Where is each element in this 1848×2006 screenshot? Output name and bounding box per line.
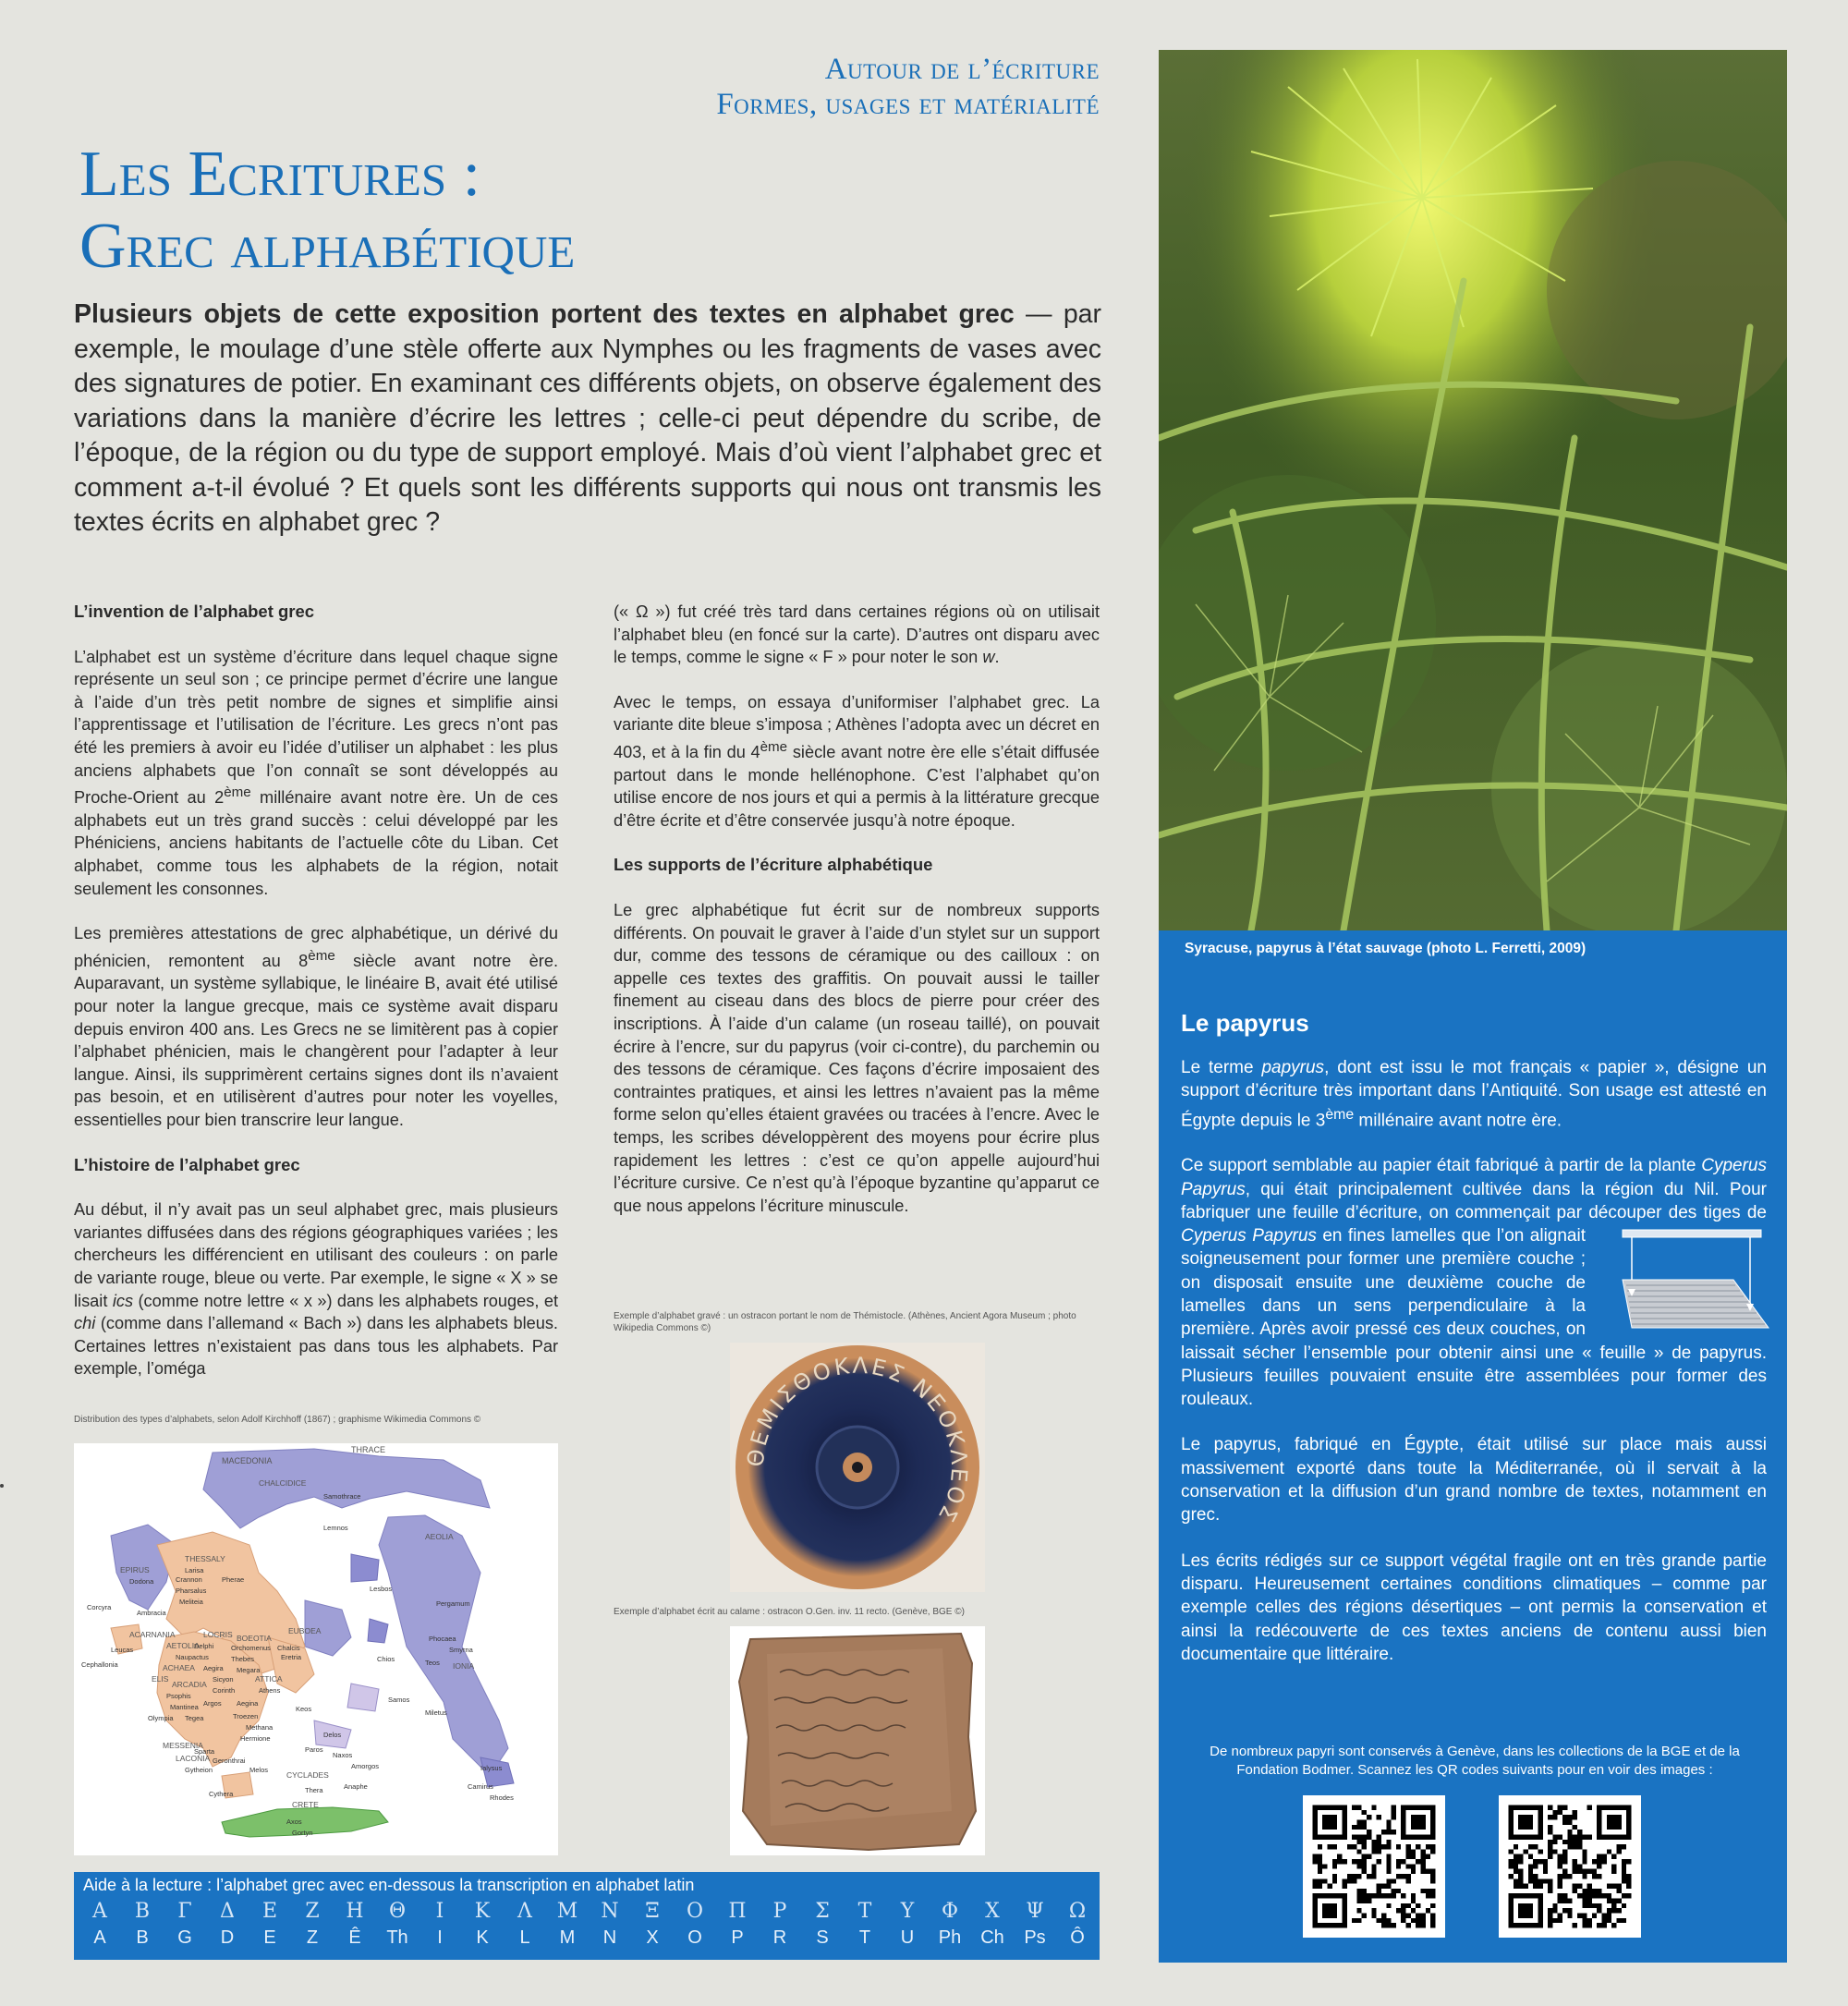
svg-text:Sparta: Sparta [194,1747,215,1756]
page-title [79,139,1096,283]
latin-letter-17: S [816,1927,829,1948]
greek-letter-0: Α [92,1900,107,1923]
svg-text:EPIRUS: EPIRUS [120,1565,150,1574]
greek-letter-7: Θ [388,1900,407,1923]
heading-invention: L’invention de l’alphabet grec [74,602,315,621]
svg-text:IONIA: IONIA [453,1661,475,1671]
svg-text:Samos: Samos [388,1696,410,1704]
svg-text:Gortyn: Gortyn [292,1829,313,1837]
margin-dot [0,1484,4,1488]
svg-text:Camirus: Camirus [468,1782,493,1791]
ostracon-themistocles-photo [730,1343,985,1592]
svg-text:Miletus: Miletus [425,1708,447,1717]
svg-text:Delphi: Delphi [194,1642,214,1650]
latin-letter-15: P [731,1927,744,1948]
papyrus-body [1181,1056,1767,1688]
latin-letter-21: Ch [980,1927,1004,1948]
svg-text:Hermione: Hermione [240,1734,271,1743]
qr-code-bge[interactable] [1303,1795,1445,1938]
svg-text:Teos: Teos [425,1659,440,1667]
paragraph-supports: Le grec alphabétique fut écrit sur de nombreux supports différents. On pouvait le graver à l’aide d’un stylet sur un support dur, comme des tessons de céramique ou des cailloux : on appelle ces textes des graffitis. On pouvait aussi le tailler finement au ciseau dans des blocs de pierre pour créer des inscriptions. À l’aide d’un calame (un roseau taillé), on pouvait écrire à l’encre, sur du papyrus (voir ci-contre), du parchemin ou des tessons de céramique. Ces façons d’écrire imposaient des contraintes pratiques, et ainsi les lettres n’avaient pas la même forme selon qu’elles étaient gravées ou tracées à l’encre. Avec le temps, les scribes développèrent des moyens pour écrire plus rapidement les lettres : c’est ce qu’on appelle aujourd’hui l’écriture cursive. Ce n’est qu’à l’époque byzantine qu’apparut ce que nous appelons l’écriture minuscule. [614,901,1100,1215]
svg-text:MACEDONIA: MACEDONIA [222,1456,273,1465]
svg-text:Cephallonia: Cephallonia [81,1660,118,1669]
kicker-line-2: Formes, usages et matérialité [716,88,1100,121]
svg-text:MESSENIA: MESSENIA [163,1741,203,1750]
svg-text:Psophis: Psophis [166,1692,191,1700]
greek-letter-17: Σ [815,1900,830,1923]
svg-text:LOCRIS: LOCRIS [203,1630,233,1639]
svg-text:THESSALY: THESSALY [185,1554,225,1563]
greek-letter-6: Η [346,1900,364,1923]
svg-text:Thebes: Thebes [231,1655,255,1663]
greek-letter-15: Π [728,1900,747,1923]
papyrus-paragraph-1: Le terme papyrus, dont est issu le mot français « papier », désigne un support d’écriture très important dans l’Antiquité. Son usage est attesté en Égypte depuis le 3ème millénaire avant notre ère. [1181,1058,1767,1130]
papyrus-heading: Le papyrus [1181,1009,1309,1037]
svg-text:Amorgos: Amorgos [351,1762,380,1770]
svg-text:Orchomenus: Orchomenus [231,1644,271,1652]
latin-letter-20: Ph [938,1927,962,1948]
svg-text:BOEOTIA: BOEOTIA [237,1634,272,1643]
qr-code-2-svg [1499,1795,1641,1938]
svg-text:Megara: Megara [237,1666,261,1674]
svg-text:Rhodes: Rhodes [490,1793,514,1802]
papyrus-paragraph-4: Les écrits rédigés sur ce support végétal fragile ont en très grande partie disparu. Heureusement certaines conditions climatiques – comme par exemple celles des régions désertiques – ont permis la conservation et ainsi la redécouverte de ces textes anciens de contenu aussi bien documentaire que littéraire. [1181,1550,1767,1664]
svg-text:Lesbos: Lesbos [370,1585,393,1593]
papyrus-diagram-svg [1595,1224,1770,1333]
svg-text:Ialysus: Ialysus [480,1764,503,1772]
latin-letter-22: Ps [1024,1927,1046,1948]
latin-letter-7: Th [386,1927,408,1948]
series-kicker [591,52,1100,122]
greek-letter-19: Υ [900,1900,915,1923]
papyrus-paragraph-2: Ce support semblable au papier était fabriqué à partir de la plante Cyperus Papyrus, qui était principalement cultivée dans la région du Nil. Pour fabriquer une feuille d’écriture, on commençait par découper des tiges de Cyperus Papyrus en fines lamelles que l’on alignait soigneusement pour former une première couche ; on disposait ensuite une deuxième couche de lamelles dans un sens perpendiculaire à la première. Après avoir pressé ces deux couches, on laissait sécher l’ensemble pour obtenir ainsi une « feuille » de papyrus. Plusieurs feuilles pouvaient ensuite être assemblées pour former des rouleaux. [1181,1154,1767,1411]
svg-text:CRETE: CRETE [292,1800,319,1809]
svg-text:Pergamum: Pergamum [436,1599,470,1608]
latin-letter-2: G [177,1927,192,1948]
greek-letter-21: Χ [985,1900,1000,1923]
svg-text:Pharsalus: Pharsalus [176,1587,207,1595]
papyrus-layers-diagram [1595,1224,1770,1333]
svg-text:Lemnos: Lemnos [323,1524,348,1532]
svg-text:Ambracia: Ambracia [137,1609,166,1617]
svg-text:AEOLIA: AEOLIA [425,1532,454,1541]
svg-text:Sicyon: Sicyon [213,1675,234,1684]
ostracon1-caption: Exemple d’alphabet gravé : un ostracon portant le nom de Thémistocle. (Athènes, Ancient Agora Museum ; photo Wikipedia Commons ©) [614,1311,1076,1333]
qr-note: De nombreux papyri sont conservés à Genève, dans les collections de la BGE et de la Fondation Bodmer. Scannez les QR codes suivants pour en voir des images : [1210,1744,1740,1778]
svg-text:THRACE: THRACE [351,1445,386,1454]
qr-code-bodmer[interactable] [1499,1795,1641,1938]
photo-caption: Syracuse, papyrus à l’état sauvage (photo L. Ferretti, 2009) [1185,941,1587,956]
svg-text:Geronthrai: Geronthrai [213,1757,246,1765]
text-column-left [74,601,558,1380]
svg-text:Anaphe: Anaphe [344,1782,368,1791]
intro-paragraph [74,298,1101,541]
svg-text:Crannon: Crannon [176,1575,202,1584]
paragraph-first-attestations: Les premières attestations de grec alphabétique, un dérivé du phénicien, remontent au 8ème siècle avant notre ère. Auparavant, un système syllabique, le linéaire B, avait été utilisé pour noter la langue grecque, mais ce système avait disparu depuis environ 400 ans. Les Grecs ne se limitèrent pas à copier l’alphabet phénicien, mais le changèrent pour l’adapter à leur langue. Ainsi, ils supprimèrent certains signes dont ils n’avaient pas besoin, et en utilisèrent d’autres pour noter les voyelles, essentielles pour bien transcrire leur langue. [74,924,559,1129]
latin-letter-8: I [437,1927,443,1948]
svg-text:Aegira: Aegira [203,1664,224,1672]
ostracon1-inscription: ΘΕΜΙΣΘΟΚΛΕΣ ΝΕΟΚΛΕΟΣ [742,1352,973,1528]
paragraph-omega: (« Ω ») fut créé très tard dans certaines régions où on utilisait l’alphabet bleu (en foncé sur la carte). D’autres ont disparu avec le temps, comme le signe « F » pour noter le son w. [614,602,1100,667]
greek-letter-20: Φ [941,1900,959,1923]
svg-text:Chios: Chios [377,1655,395,1663]
greek-letter-22: Ψ [1026,1900,1044,1923]
svg-text:AETOLIA: AETOLIA [166,1641,200,1650]
svg-text:Axos: Axos [286,1818,302,1826]
latin-letter-1: B [136,1927,149,1948]
svg-text:Naupactus: Naupactus [176,1653,209,1661]
svg-text:Leucas: Leucas [111,1646,134,1654]
svg-text:Samothrace: Samothrace [323,1492,361,1501]
greek-letter-1: Β [134,1900,151,1923]
latin-letter-23: Ô [1070,1927,1085,1948]
text-column-middle [614,601,1100,1217]
greek-letter-2: Γ [177,1900,192,1923]
svg-text:Tegea: Tegea [185,1714,204,1722]
latin-letter-11: M [559,1927,576,1948]
greek-letter-3: Δ [220,1900,235,1923]
papyrus-photo-svg [1159,50,1787,930]
svg-text:Keos: Keos [296,1705,312,1713]
svg-text:Corcyra: Corcyra [87,1603,112,1611]
greek-letter-8: Ι [435,1900,444,1923]
svg-text:Meliteia: Meliteia [179,1598,203,1606]
svg-text:Methana: Methana [246,1723,274,1732]
svg-text:LACONIA: LACONIA [176,1754,211,1763]
svg-text:ELIS: ELIS [152,1674,169,1684]
svg-text:Chalcis: Chalcis [277,1644,300,1652]
latin-letter-13: X [646,1927,659,1948]
greek-letter-23: Ω [1068,1900,1087,1923]
latin-letter-14: O [687,1927,702,1948]
svg-text:Athens: Athens [259,1686,281,1695]
greek-letters-row [74,1900,1100,1923]
heading-supports: Les supports de l’écriture alphabétique [614,855,933,875]
svg-text:Naxos: Naxos [333,1751,353,1759]
svg-text:CHALCIDICE: CHALCIDICE [259,1478,307,1488]
kicker-line-1: Autour de l’écriture [824,53,1100,86]
latin-letters-row [74,1927,1100,1949]
svg-text:Corinth: Corinth [213,1686,236,1695]
title-line-2: Grec alphabétique [79,211,576,282]
svg-text:EUBOEA: EUBOEA [288,1626,322,1635]
svg-text:Thera: Thera [305,1786,323,1794]
svg-text:Phocaea: Phocaea [429,1635,456,1643]
svg-text:ATTICA: ATTICA [255,1674,283,1684]
svg-text:Aegina: Aegina [237,1699,259,1708]
svg-text:Cythera: Cythera [209,1790,234,1798]
qr-code-1-svg [1303,1795,1445,1938]
paragraph-uniformisation: Avec le temps, on essaya d’uniformiser l’alphabet grec. La variante dite bleue s’imposa ; Athènes l’adopta avec un décret en 403, et à la fin du 4ème siècle avant notre ère elle s’était diffusée partout dans le monde hellénophone. C’est l’alphabet qu’on utilise encore de nos jours et qui a permis à la littérature grecque d’être écrite et d’être conservée jusqu’à notre époque. [614,692,1100,830]
alphabet-distribution-map [74,1443,558,1855]
svg-text:Argos: Argos [203,1699,222,1708]
svg-text:Melos: Melos [249,1766,269,1774]
svg-text:Delos: Delos [323,1731,342,1739]
svg-text:Troezen: Troezen [233,1712,259,1720]
papyrus-plant-photo [1159,50,1787,930]
svg-text:Dodona: Dodona [129,1577,154,1586]
svg-text:Mantinea: Mantinea [170,1703,199,1711]
ostracon1-svg [730,1343,985,1592]
latin-letter-4: E [263,1927,276,1948]
intro-rest: — par exemple, le moulage d’une stèle offerte aux Nymphes ou les fragments de vases avec des signatures de potier. En examinant ces différents objets, on observe également des variations dans la manière d’écrire les lettres ; celle-ci peut dépendre du scribe, de l’époque, de la région ou du type de support employé. Mais d’où vient l’alphabet grec et comment a-t-il évolué ? Et quels sont les différents supports qui nous ont transmis les textes écrits en alphabet grec ? [74,299,1102,537]
alphabet-reading-aid [74,1872,1100,1960]
paragraph-variants: Au début, il n’y avait pas un seul alphabet grec, mais plusieurs variantes diffusées dans des régions géographiques variées ; les chercheurs les différencient en utilisant des couleurs : on parle de variante rouge, bleue ou verte. Par exemple, le signe « X » se lisait ics (comme notre lettre « x ») dans les alphabets rouges, et chi (comme dans l’allemand « Bach ») dans les alphabets bleus. Certaines lettres n’existaient pas dans tous les alphabets. Par exemple, l’oméga [74,1200,559,1379]
papyrus-paragraph-3: Le papyrus, fabriqué en Égypte, était utilisé sur place mais aussi massivement exporté dans toute la Méditerranée, où il servait à la conservation et la diffusion d’un grand nombre de textes, notamment en grec. [1181,1435,1767,1526]
svg-text:ARCADIA: ARCADIA [172,1680,207,1689]
svg-text:Gytheion: Gytheion [185,1766,213,1774]
greek-letter-12: Ν [601,1900,619,1923]
greek-letter-9: Κ [474,1900,491,1923]
ostracon2-svg [730,1626,985,1855]
svg-text:Olympia: Olympia [148,1714,174,1722]
latin-letter-9: K [476,1927,489,1948]
latin-letter-0: A [93,1927,106,1948]
latin-letter-5: Z [306,1927,319,1948]
greek-letter-14: Ο [686,1900,704,1923]
greek-letter-16: Ρ [772,1900,787,1923]
paragraph-alphabet-definition: L’alphabet est un système d’écriture dans lequel chaque signe représente un seul son ; ce principe permet d’écrire une langue à l’aide d’un très petit nombre de signes et simplifie ainsi l’apprentissage et l’utilisation de l’écriture. Les grecs n’ont pas été les premiers à avoir eu l’idée d’utiliser un alphabet : les plus anciens alphabets que l’on connaît se sont développés au Proche-Orient au 2ème millénaire avant notre ère. Un de ces alphabets eut un très grand succès : celui développé par les Phéniciens, anciens habitants de l’actuelle côte du Liban. Cet alphabet, comme tous les alphabets de la région, notait seulement les consonnes. [74,647,558,898]
greek-letter-18: Τ [857,1900,872,1923]
title-line-1: Les Ecritures : [79,139,481,210]
heading-histoire: L’histoire de l’alphabet grec [74,1154,300,1174]
latin-letter-19: U [900,1927,915,1948]
alphabet-title: Aide à la lecture : l’alphabet grec avec en-dessous la transcription en alphabet latin [83,1876,695,1894]
latin-letter-16: R [772,1927,787,1948]
svg-text:Paros: Paros [305,1745,323,1754]
intro-bold: Plusieurs objets de cette exposition portent des textes en alphabet grec [74,299,1015,329]
svg-text:ACHAEA: ACHAEA [163,1663,195,1672]
greek-letter-11: Μ [556,1900,578,1923]
ostracon-o-gen-photo [730,1626,985,1855]
ostracon2-caption: Exemple d’alphabet écrit au calame : ostracon O.Gen. inv. 11 recto. (Genève, BGE ©) [614,1607,965,1617]
svg-text:ACARNANIA: ACARNANIA [129,1630,176,1639]
greek-letter-4: Ε [261,1900,278,1923]
latin-letter-18: T [858,1927,871,1948]
latin-letter-3: D [220,1927,235,1948]
latin-letter-10: L [519,1927,530,1948]
svg-text:Pherae: Pherae [222,1575,245,1584]
latin-letter-12: N [602,1927,617,1948]
map-caption: Distribution des types d’alphabets, selon Adolf Kirchhoff (1867) ; graphisme Wikimedia Commons © [74,1415,481,1425]
svg-text:Larisa: Larisa [185,1566,204,1574]
greek-letter-5: Ζ [305,1900,320,1923]
greek-letter-13: Ξ [645,1900,660,1923]
map-svg [74,1443,558,1855]
greek-letter-10: Λ [517,1900,532,1923]
svg-text:CYCLADES: CYCLADES [286,1770,329,1780]
svg-text:Smyrna: Smyrna [449,1646,473,1654]
svg-text:Eretria: Eretria [281,1653,302,1661]
latin-letter-6: Ê [348,1927,361,1948]
